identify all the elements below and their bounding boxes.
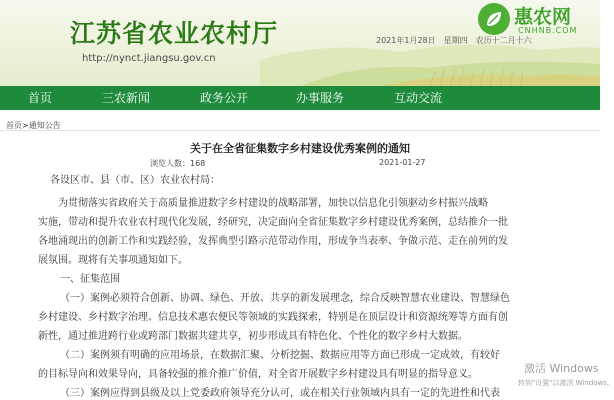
section-heading: 一、征集范围 [60,274,120,285]
nav-item-services[interactable]: 办事服务 [296,91,345,105]
view-count-label: 浏览人数： [150,159,190,168]
nav-item-news[interactable]: 三农新闻 [102,91,151,105]
paragraph-line: （三）案例应得到县级及以上党委政府领导充分认可，或在相关行业领域内具有一定的先进性和代表 [60,388,500,399]
breadcrumb-separator: > [22,121,29,130]
article-title: 关于在全省征集数字乡村建设优秀案例的通知 [190,142,410,155]
nav-item-interaction[interactable]: 互动交流 [394,91,443,105]
view-count-value: 168 [190,159,206,168]
activation-watermark: 激活 Windows [524,362,599,375]
breadcrumb-notices[interactable]: 通知公告 [28,121,61,130]
salutation: 各设区市、县（市、区）农业农村局： [50,175,220,186]
paragraph-line: 新性，通过推进跨行业或跨部门数据共建共享，初步形成具有特色化、个性化的数字乡村大数据。 [38,331,468,342]
paragraph-line: 各地涌现出的创新工作和实践经验，发挥典型引路示范带动作用，形成争当表率、争做示范、走在前列的发 [38,236,508,247]
date-line: 2021年1月28日 星期四 农历十二月十六 [376,36,532,45]
huinong-logo [478,2,596,38]
paragraph-line: 乡村建设、乡村数字治理、信息技术惠农便民等领域的实践探索，特别是在顶层设计和资源统筹等方面有创 [38,312,508,323]
paragraph-line: 的目标导向和效果导向，具备较强的推介推广价值，对全省开展数字乡村建设具有明显的指导意义。 [38,369,478,380]
site-url[interactable]: http://nynct.jiangsu.gov.cn [82,53,216,64]
paragraph-line: （二）案例须有明确的应用场景，在数据汇聚、分析挖掘、数据应用等方面已形成一定成效，有较好 [60,350,500,361]
main-nav [0,86,600,110]
nav-item-gov-affairs[interactable]: 政务公开 [200,91,249,105]
publish-date: 2021-01-27 [379,158,426,167]
nav-item-home[interactable]: 首页 [28,91,53,105]
paragraph-line: 展氛围。现将有关事项通知如下。 [38,255,188,266]
activation-watermark-sub: 转到"设置"以激活 Windows。 [518,379,614,387]
site-title[interactable]: 江苏省农业农村厅 [70,19,279,48]
logo-subtext: CNHNB.COM [518,26,578,35]
leaf-logo-icon [478,3,510,35]
paragraph-line: （一）案例必须符合创新、协调、绿色、开放、共享的新发展理念，综合反映智慧农业建设、智慧绿色 [60,293,510,304]
view-count [150,158,205,169]
paragraph-line: 实施，带动和提升农业农村现代化发展，经研究，决定面向全省征集数字乡村建设优秀案例，总结推介一批 [38,217,508,228]
logo-text: 惠农网 [514,6,572,28]
divider [0,130,600,131]
breadcrumb-home[interactable]: 首页 [6,121,22,130]
site-banner [0,0,600,86]
paragraph-line: 为贯彻落实省政府关于高质量推进数字乡村建设的战略部署，加快以信息化引领驱动乡村振兴战略 [58,198,488,209]
